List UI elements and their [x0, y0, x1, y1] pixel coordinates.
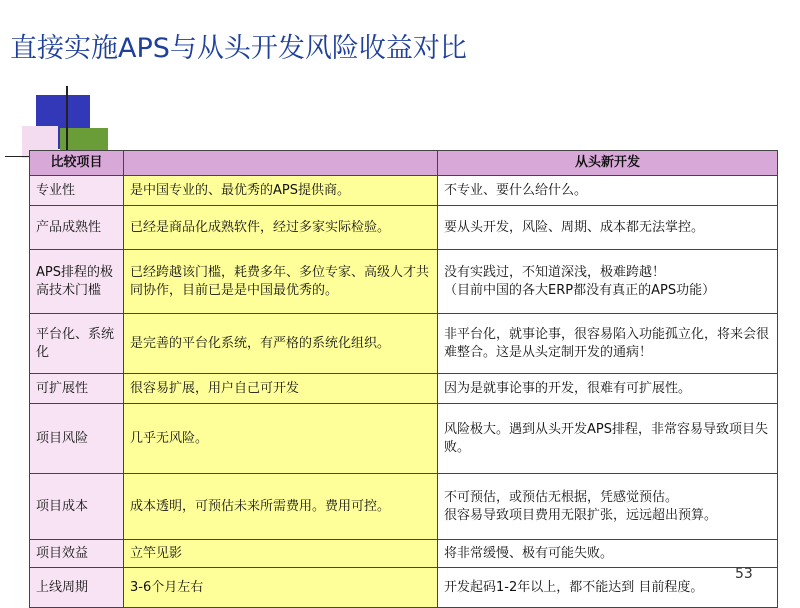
header-aps: [124, 151, 438, 176]
table-row: [30, 314, 778, 374]
row-dev: [438, 374, 778, 404]
row-dev-line: 风险极大。遇到从头开发APS排程，非常容易导致项目失败。: [444, 421, 768, 455]
row-aps: 成本透明，可预估未来所需费用。费用可控。: [124, 474, 438, 540]
row-aps: 已经是商品化成熟软件，经过多家实际检验。: [124, 206, 438, 250]
row-dev-line: 很容易导致项目费用无限扩张，远远超出预算。: [444, 507, 718, 523]
table-row: [30, 206, 778, 250]
row-dev: [438, 540, 778, 568]
table-row: [30, 568, 778, 608]
row-dev-line: 不专业、要什么给什么。: [444, 182, 588, 198]
row-item: 上线周期: [30, 568, 124, 608]
row-dev: [438, 404, 778, 474]
row-item: 产品成熟性: [30, 206, 124, 250]
row-dev-line: 不可预估，或预估无根据，凭感觉预估。: [444, 489, 679, 505]
row-item: 项目成本: [30, 474, 124, 540]
row-dev-line: 要从头开发，风险、周期、成本都无法掌控。: [444, 219, 705, 235]
row-aps: 立竿见影: [124, 540, 438, 568]
table-row: [30, 374, 778, 404]
table-row: [30, 176, 778, 206]
table-row: [30, 250, 778, 314]
table-row: [30, 540, 778, 568]
row-item: 专业性: [30, 176, 124, 206]
row-aps: 几乎无风险。: [124, 404, 438, 474]
header-item: 比较项目: [30, 151, 124, 176]
row-dev-line: （目前中国的各大ERP都没有真正的APS功能）: [444, 282, 716, 298]
header-dev: 从头新开发: [438, 151, 778, 176]
page-title: 直接实施APS与从头开发风险收益对比: [10, 33, 467, 64]
row-dev: [438, 250, 778, 314]
row-aps: 是中国专业的、最优秀的APS提供商。: [124, 176, 438, 206]
page-number: 53: [735, 566, 753, 582]
decorative-vertical-line: [66, 86, 68, 158]
row-dev-line: 因为是就事论事的开发，很难有可扩展性。: [444, 380, 692, 396]
table-row: [30, 474, 778, 540]
comparison-table: [29, 150, 778, 608]
table-header-row: [30, 151, 778, 176]
table-row: [30, 404, 778, 474]
row-item: APS排程的极高技术门槛: [30, 250, 124, 314]
row-aps: 已经跨越该门槛，耗费多年、多位专家、高级人才共同协作，目前已是是中国最优秀的。: [124, 250, 438, 314]
row-aps: 3-6个月左右: [124, 568, 438, 608]
row-item: 项目效益: [30, 540, 124, 568]
row-dev: [438, 206, 778, 250]
row-dev: [438, 314, 778, 374]
row-item: 项目风险: [30, 404, 124, 474]
row-dev-line: 非平台化，就事论事，很容易陷入功能孤立化，将来会很难整合。这是从头定制开发的通病！: [444, 326, 770, 360]
row-dev-line: 开发起码1-2年以上，都不能达到 目前程度。: [444, 579, 704, 595]
row-dev-line: 没有实践过，不知道深浅，极难跨越！: [444, 264, 666, 280]
row-dev-line: 将非常缓慢、极有可能失败。: [444, 545, 614, 561]
row-aps: 是完善的平台化系统，有严格的系统化组织。: [124, 314, 438, 374]
row-dev: [438, 176, 778, 206]
row-item: 可扩展性: [30, 374, 124, 404]
row-dev: [438, 568, 778, 608]
row-item: 平台化、系统化: [30, 314, 124, 374]
row-aps: 很容易扩展，用户自己可开发: [124, 374, 438, 404]
row-dev: [438, 474, 778, 540]
